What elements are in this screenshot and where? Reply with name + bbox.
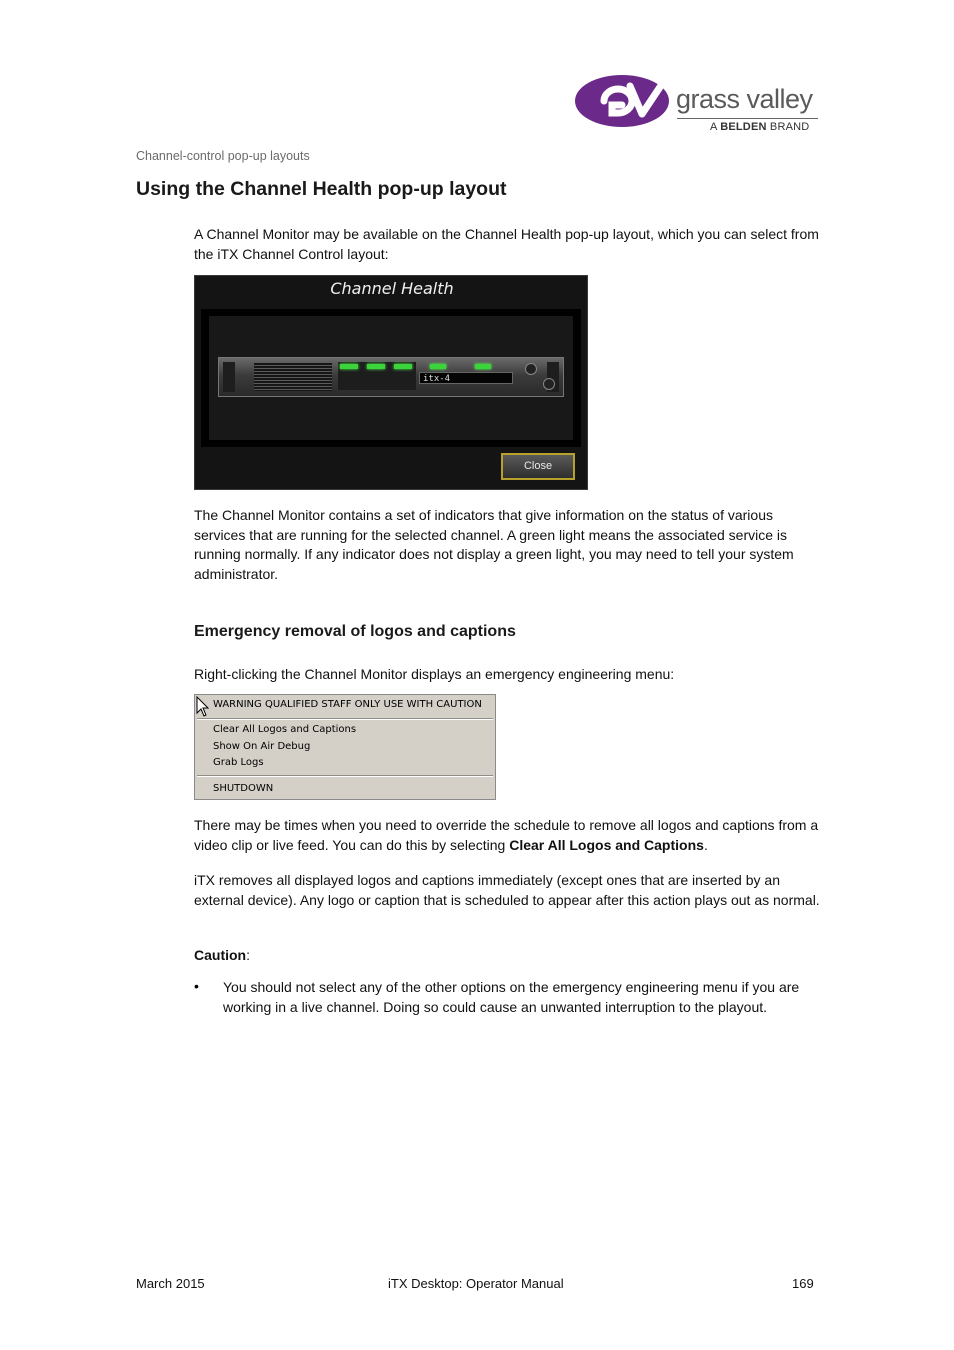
running-head: Channel-control pop-up layouts — [136, 149, 310, 163]
logo-tagline: A BELDEN BRAND — [710, 121, 810, 133]
footer-manual-title: iTX Desktop: Operator Manual — [388, 1276, 564, 1291]
caution-bullet: You should not select any of the other options on the emergency engineering menu if you are working in a live channel. Doing so could cause an unwanted interruption to the playout. — [223, 979, 800, 1015]
removes-paragraph: iTX removes all displayed logos and captions immediately (except ones that are inserted by an external device). Any logo or caption that is scheduled to appear after this action plays out as normal. — [194, 872, 820, 908]
section-intro: Right-clicking the Channel Monitor displays an emergency engineering menu: — [194, 666, 675, 682]
gv-emblem-icon — [574, 72, 678, 132]
status-light-icon — [430, 364, 446, 369]
status-light-icon — [340, 364, 358, 369]
emergency-menu-screenshot — [194, 694, 496, 800]
close-button[interactable]: Close — [501, 453, 575, 480]
channel-monitor[interactable] — [218, 357, 564, 397]
caution-label: Caution: — [194, 947, 250, 963]
override-paragraph: There may be times when you need to override the schedule to remove all logos and captions from a video clip or live feed. You can do this by selecting Clear All Logos and Captions. — [194, 817, 819, 853]
menu-item-warning: WARNING QUALIFIED STAFF ONLY USE WITH CAUTION — [213, 699, 482, 710]
rack-ear-left — [223, 362, 235, 392]
reset-knob-icon — [543, 378, 555, 390]
monitor-paragraph: The Channel Monitor contains a set of indicators that give information on the status of various services that are running for the selected channel. A green light means the associated service is running normally. If any indicator does not display a green light, you may need to tell your system administrator. — [194, 507, 794, 582]
status-light-icon — [367, 364, 385, 369]
page-title: Using the Channel Health pop-up layout — [136, 178, 507, 200]
grass-valley-logo — [574, 70, 824, 138]
intro-paragraph: A Channel Monitor may be available on the Channel Health pop-up layout, which you can select from the iTX Channel Control layout: — [194, 226, 819, 262]
device-name-display: itx-4 — [419, 372, 513, 384]
channel-health-screenshot — [194, 275, 588, 490]
footer-date: March 2015 — [136, 1276, 205, 1291]
logo-rule — [677, 118, 818, 119]
mouse-pointer-icon — [196, 696, 210, 718]
menu-item-show-debug[interactable]: Show On Air Debug — [213, 741, 311, 752]
logo-wordmark: grass valley — [676, 84, 813, 114]
menu-separator — [197, 775, 493, 777]
channel-health-panel — [201, 309, 581, 447]
section-heading: Emergency removal of logos and captions — [194, 623, 516, 640]
rack-vents — [254, 363, 332, 391]
menu-item-grab-logs[interactable]: Grab Logs — [213, 757, 264, 768]
bullet-icon: • — [194, 978, 199, 994]
channel-health-title: Channel Health — [330, 279, 454, 298]
power-knob-icon — [525, 363, 537, 375]
menu-item-shutdown[interactable]: SHUTDOWN — [213, 783, 274, 794]
menu-separator — [197, 718, 493, 720]
status-indicators — [338, 362, 416, 390]
footer-page-number: 169 — [792, 1276, 814, 1291]
status-light-icon — [394, 364, 412, 369]
status-light-icon — [475, 364, 491, 369]
menu-item-clear-logos[interactable]: Clear All Logos and Captions — [213, 724, 357, 735]
